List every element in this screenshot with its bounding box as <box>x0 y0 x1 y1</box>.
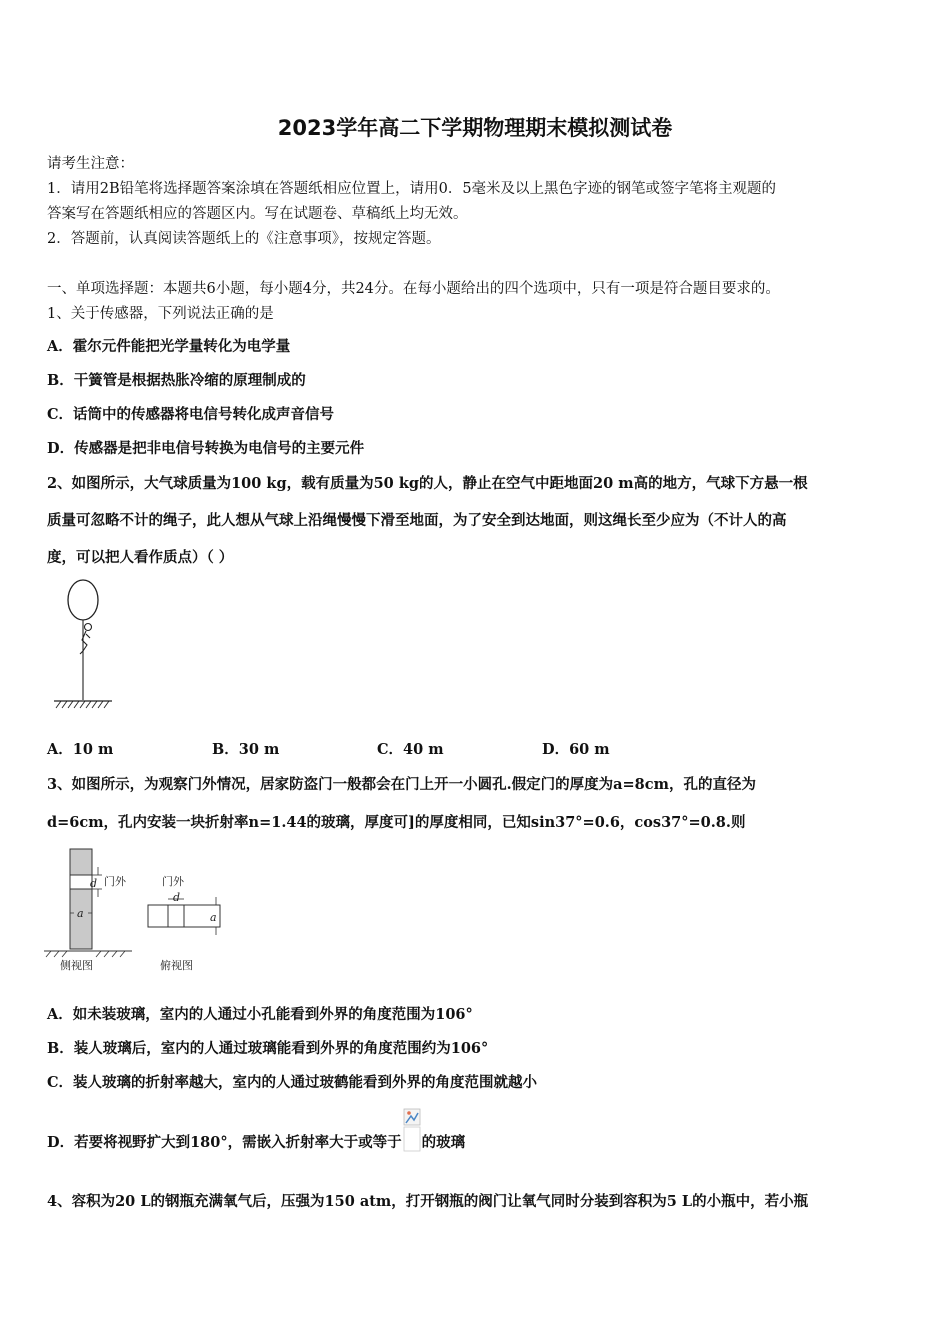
q3-option-d-suffix: 的玻璃 <box>421 1134 466 1151</box>
top-outside-label: 门外 <box>162 875 184 888</box>
q3-option-b: B．装人玻璃后，室内的人通过玻璃能看到外界的角度范围约为106° <box>47 1040 489 1057</box>
side-d-label: d <box>90 877 98 890</box>
q1-option-d: D．传感器是把非电信号转换为电信号的主要元件 <box>47 440 365 457</box>
door-figure <box>40 845 240 975</box>
q3-stem-line-2: d=6cm，孔内安装一块折射率n=1.44的玻璃，厚度可]的厚度相同，已知sin37°=0.6，cos37°=0.8.则 <box>47 814 746 831</box>
q1-stem: 1、关于传感器，下列说法正确的是 <box>47 306 274 322</box>
notice-item-1-line-1: 1．请用2B铅笔将选择题答案涂填在答题纸相应位置上，请用0．5毫米及以上黑色字迹的钢笔或签字笔将主观题的 <box>47 181 777 197</box>
q2-option-b: B．30 m <box>212 741 280 758</box>
q2-option-a: A．10 m <box>47 741 114 758</box>
q1-option-c: C．话筒中的传感器将电信号转化成声音信号 <box>47 406 335 423</box>
ground-hatching <box>56 701 109 708</box>
balloon-shape <box>68 580 98 620</box>
q2-option-d: D．60 m <box>542 741 610 758</box>
q2-stem-line-2: 质量可忽略不计的绳子，此人想从气球上沿绳慢慢下滑至地面，为了安全到达地面，则这绳长至少应为（不计人的高 <box>47 512 787 529</box>
top-d-label: d <box>173 891 181 904</box>
q3-option-d-text: D．若要将视野扩大到180°，需嵌入折射率大于或等于 <box>47 1134 402 1151</box>
q1-option-b: B．干簧管是根据热胀冷缩的原理制成的 <box>47 372 306 389</box>
q2-option-c: C．40 m <box>377 741 444 758</box>
notice-item-1-line-2: 答案写在答题纸相应的答题区内。写在试题卷、草稿纸上均无效。 <box>47 206 468 222</box>
side-view-label: 侧视图 <box>60 959 93 972</box>
notice-heading: 请考生注意： <box>47 156 134 172</box>
q3-stem-line-1: 3、如图所示，为观察门外情况，居家防盗门一般都会在门上开一小圆孔.假定门的厚度为a=8cm，孔的直径为 <box>47 776 756 793</box>
q3-option-c: C．装人玻璃的折射率越大，室内的人通过玻鹤能看到外界的角度范围就越小 <box>47 1074 538 1091</box>
q1-option-a: A．霍尔元件能把光学量转化为电学量 <box>47 338 291 355</box>
side-outside-label: 门外 <box>104 875 126 888</box>
balloon-figure <box>50 578 120 713</box>
q2-options <box>47 738 707 759</box>
top-a-label: a <box>210 911 217 924</box>
q4-stem-line-1: 4、容积为20 L的钢瓶充满氧气后，压强为150 atm，打开钢瓶的阀门让氧气同时分装到容积为5 L的小瓶中，若小瓶 <box>47 1193 809 1210</box>
notice-item-2: 2．答题前，认真阅读答题纸上的《注意事项》，按规定答题。 <box>47 231 441 247</box>
side-a-label: a <box>77 907 84 920</box>
page-title: 2023学年高二下学期物理期末模拟测试卷 <box>277 116 673 140</box>
person-icon <box>80 624 92 655</box>
section-1-heading: 一、单项选择题：本题共6小题，每小题4分，共24分。在每小题给出的四个选项中，只有一项是符合题目要求的。 <box>47 281 780 297</box>
q2-stem-line-3: 度，可以把人看作质点）（ ） <box>47 549 234 566</box>
top-view-label: 俯视图 <box>160 959 193 972</box>
q2-stem-line-1: 2、如图所示，大气球质量为100 kg，载有质量为50 kg的人，静止在空气中距地面20 m高的地方，气球下方悬一根 <box>47 475 808 492</box>
side-view-diagram <box>44 849 132 972</box>
q3-option-d <box>47 1108 465 1152</box>
broken-image-icon <box>403 1108 421 1152</box>
top-view-diagram <box>148 874 220 972</box>
q3-option-a: A．如未装玻璃，室内的人通过小孔能看到外界的角度范围为106° <box>47 1006 473 1023</box>
